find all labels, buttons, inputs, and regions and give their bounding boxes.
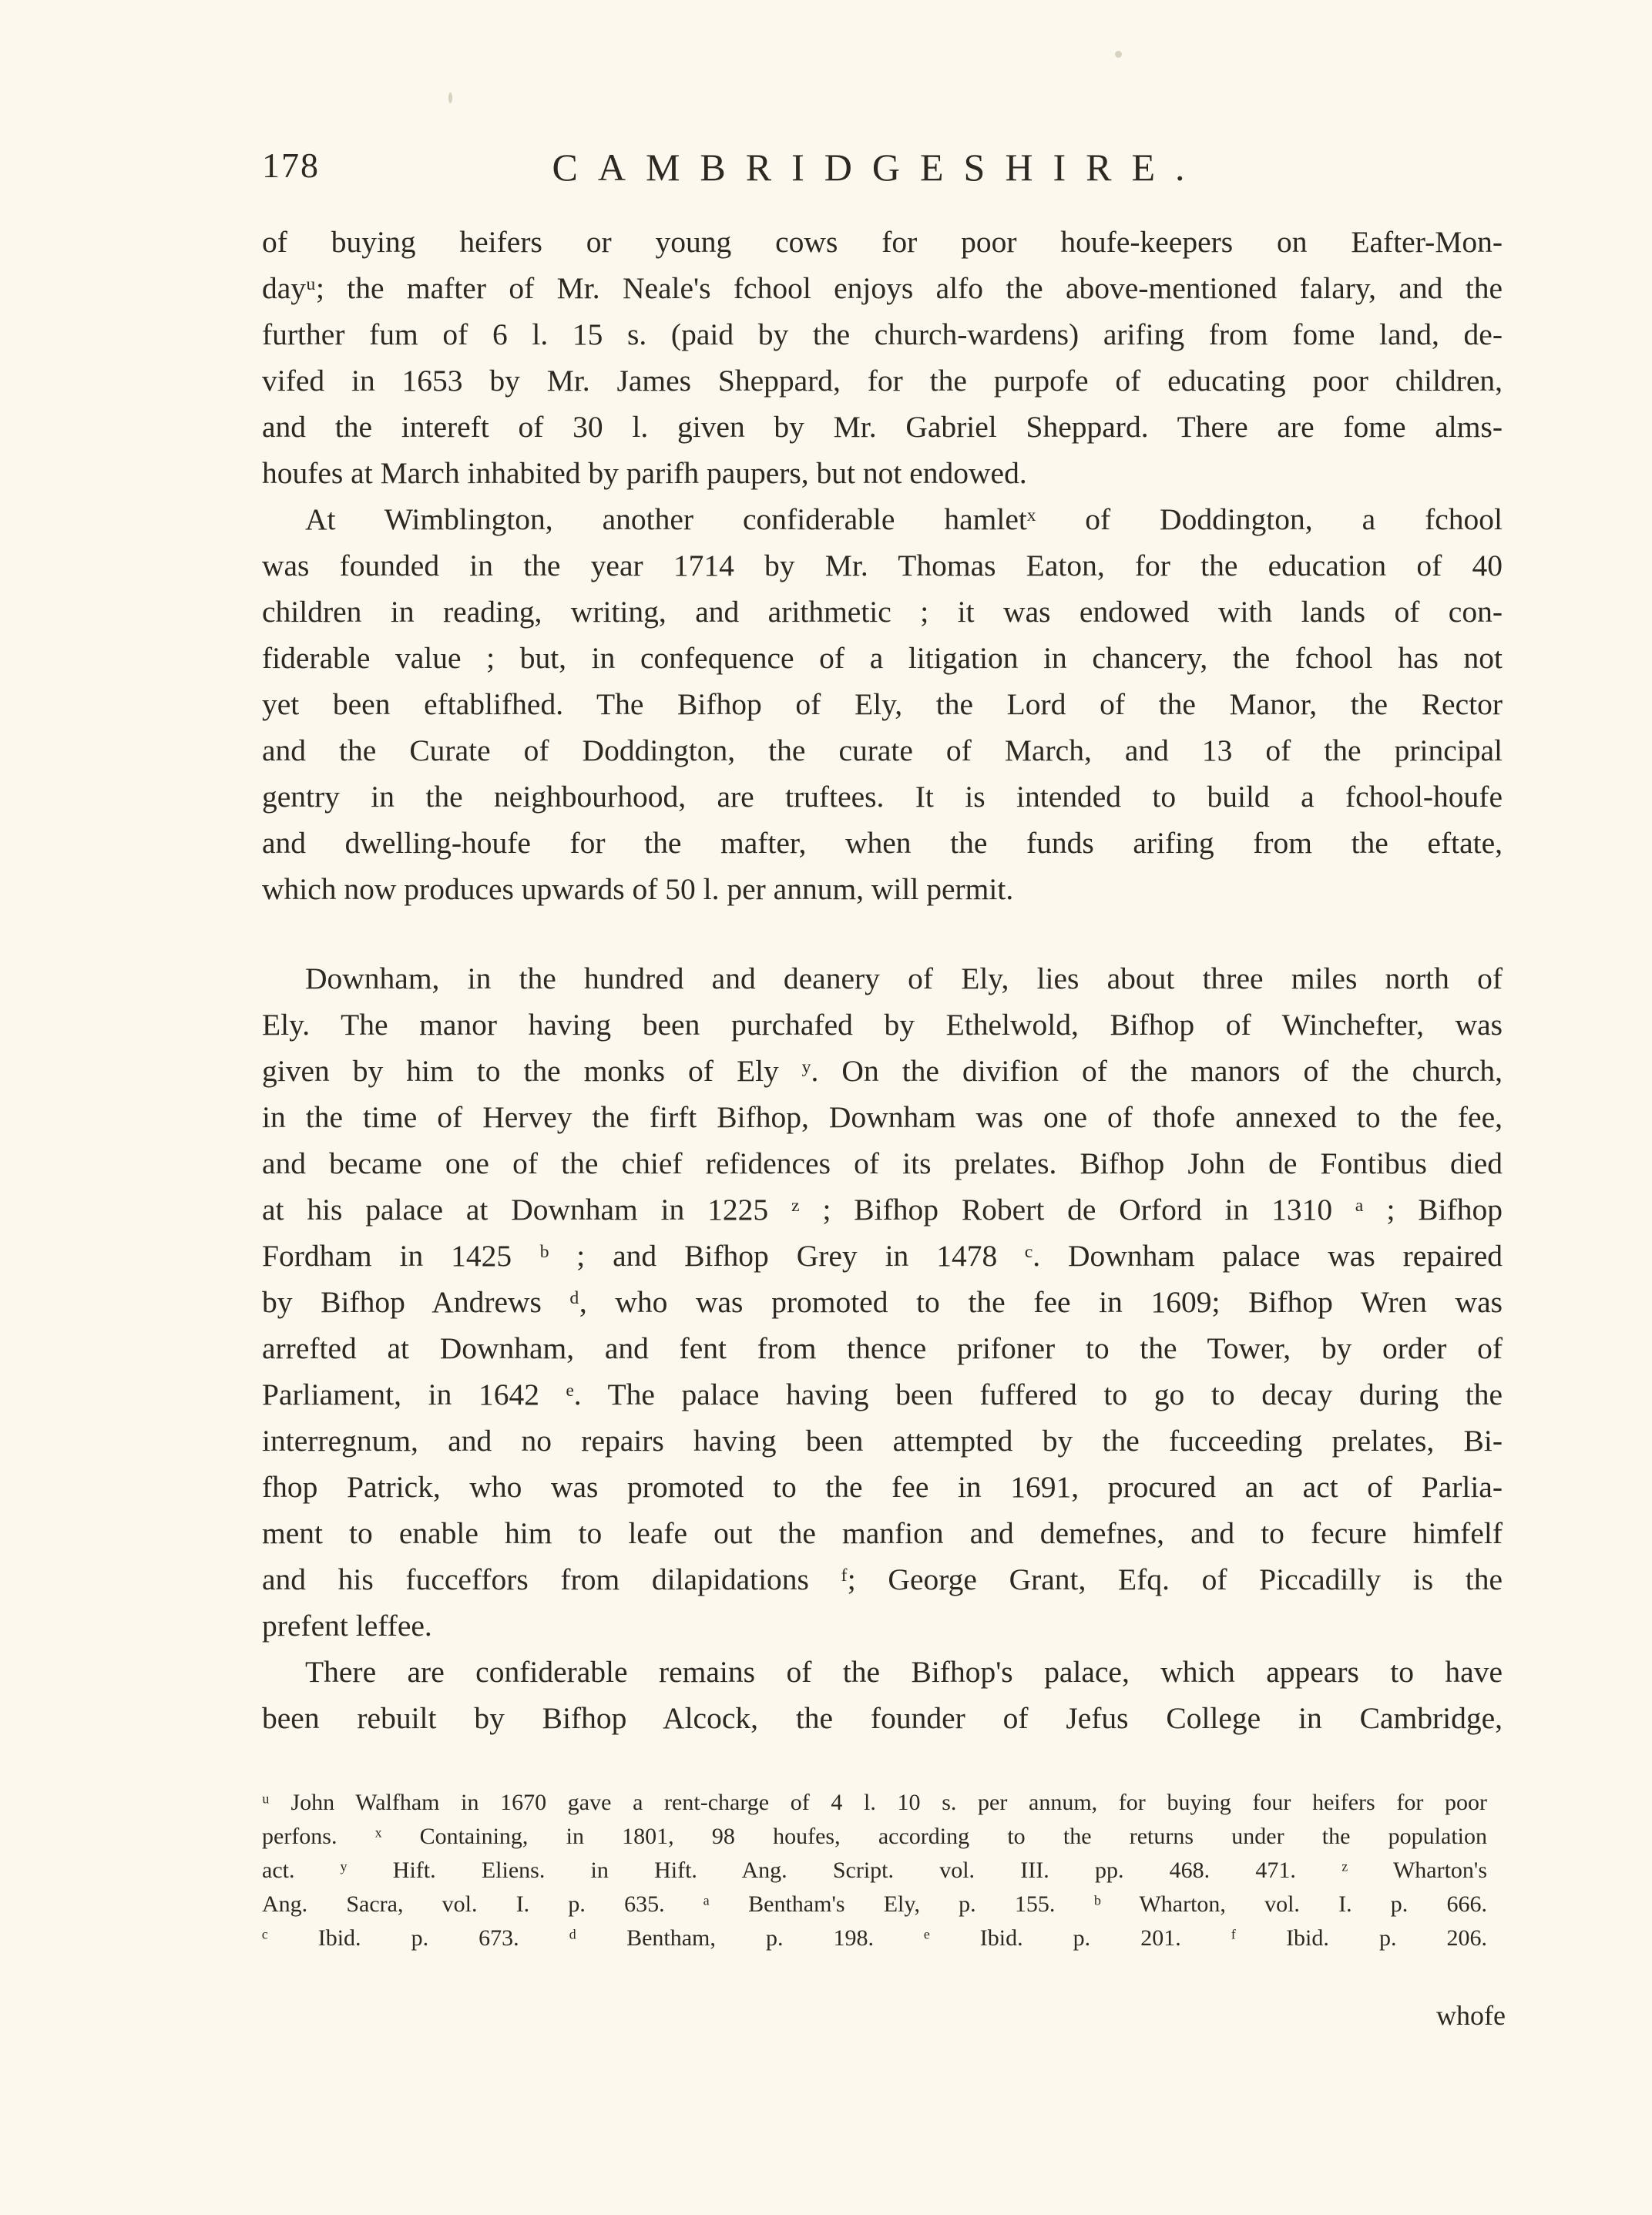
body-line: fiderable value ; but, in confequence of a litigation in chancery, the fchool has not — [262, 641, 1503, 675]
footnote-line: ᶜ Ibid. p. 673. ᵈ Bentham, p. 198. ᵉ Ibid. p. 201. ᶠ Ibid. p. 206. — [262, 1925, 1487, 1951]
body-line: and became one of the chief refidences of its prelates. Bifhop John de Fontibus died — [262, 1146, 1503, 1180]
body-line: which now produces upwards of 50 l. per annum, will permit. — [262, 872, 1014, 906]
body-line: children in reading, writing, and arithmetic ; it was endowed with lands of con- — [262, 595, 1503, 629]
body-line: At Wimblington, another confiderable hamletˣ of Doddington, a fchool — [305, 502, 1503, 536]
body-line: ment to enable him to leafe out the manfion and demefnes, and to fecure himfelf — [262, 1516, 1503, 1550]
body-line: Downham, in the hundred and deanery of Ely, lies about three miles north of — [305, 962, 1503, 995]
footnotes — [262, 1786, 1487, 1955]
body-line: and his fucceffors from dilapidations ᶠ; George Grant, Efq. of Piccadilly is the — [262, 1562, 1503, 1596]
body-line: Ely. The manor having been purchafed by Ethelwold, Bifhop of Winchefter, was — [262, 1008, 1503, 1042]
body-line: and dwelling-houfe for the mafter, when the funds arifing from the eftate, — [262, 826, 1503, 860]
body-line: dayᵘ; the mafter of Mr. Neale's fchool enjoys alfo the above-mentioned falary, and the — [262, 271, 1503, 305]
body-line: by Bifhop Andrews ᵈ, who was promoted to the fee in 1609; Bifhop Wren was — [262, 1285, 1503, 1319]
body-line: gentry in the neighbourhood, are truftees. It is intended to build a fchool-houfe — [262, 780, 1503, 814]
body-line: at his palace at Downham in 1225 ᶻ ; Bifhop Robert de Orford in 1310 ᵃ ; Bifhop — [262, 1193, 1503, 1227]
ink-speck — [448, 92, 452, 103]
body-line: arrefted at Downham, and fent from thence prifoner to the Tower, by order of — [262, 1331, 1503, 1365]
footnote-line: Ang. Sacra, vol. I. p. 635. ᵃ Bentham's Ely, p. 155. ᵇ Wharton, vol. I. p. 666. — [262, 1891, 1487, 1917]
body-line: and the intereft of 30 l. given by Mr. Gabriel Sheppard. There are fome alms- — [262, 410, 1503, 444]
catchword: whofe — [1436, 2000, 1506, 2031]
paragraph-gap — [262, 912, 1503, 955]
page-header — [262, 145, 1464, 199]
footnote-line: ᵘ John Walfham in 1670 gave a rent-charge of 4 l. 10 s. per annum, for buying four heifers for poor — [262, 1790, 1487, 1815]
body-text — [262, 219, 1503, 1741]
body-line: houfes at March inhabited by parifh paupers, but not endowed. — [262, 456, 1027, 490]
body-line: prefent leffee. — [262, 1609, 432, 1643]
body-line: Fordham in 1425 ᵇ ; and Bifhop Grey in 1478 ᶜ. Downham palace was repaired — [262, 1239, 1503, 1273]
running-title: CAMBRIDGESHIRE. — [552, 146, 1205, 189]
body-line: yet been eftablifhed. The Bifhop of Ely, the Lord of the Manor, the Rector — [262, 687, 1503, 721]
body-line: was founded in the year 1714 by Mr. Thomas Eaton, for the education of 40 — [262, 549, 1503, 582]
ink-speck — [1115, 51, 1122, 58]
body-line: given by him to the monks of Ely ʸ. On the divifion of the manors of the church, — [262, 1054, 1503, 1088]
body-line: fhop Patrick, who was promoted to the fee in 1691, procured an act of Parlia- — [262, 1470, 1503, 1504]
body-line: interregnum, and no repairs having been attempted by the fucceeding prelates, Bi- — [262, 1424, 1503, 1458]
body-line: been rebuilt by Bifhop Alcock, the founder of Jefus College in Cambridge, — [262, 1701, 1503, 1735]
body-line: and the Curate of Doddington, the curate of March, and 13 of the principal — [262, 733, 1503, 767]
body-line: vifed in 1653 by Mr. James Sheppard, for the purpofe of educating poor children, — [262, 364, 1503, 398]
page-number: 178 — [262, 146, 320, 185]
body-line: in the time of Hervey the firft Bifhop, Downham was one of thofe annexed to the fee, — [262, 1100, 1503, 1134]
body-line: of buying heifers or young cows for poor houfe-keepers on Eafter-Mon- — [262, 225, 1503, 259]
footnote-line: act. ʸ Hift. Eliens. in Hift. Ang. Script. vol. III. pp. 468. 471. ᶻ Wharton's — [262, 1858, 1487, 1883]
body-line: Parliament, in 1642 ᵉ. The palace having been fuffered to go to decay during the — [262, 1378, 1503, 1411]
footnote-line: perfons. ˣ Containing, in 1801, 98 houfes, according to the returns under the population — [262, 1824, 1487, 1849]
body-line: further fum of 6 l. 15 s. (paid by the church-wardens) arifing from fome land, de- — [262, 317, 1503, 351]
body-line: There are confiderable remains of the Bifhop's palace, which appears to have — [305, 1655, 1503, 1689]
